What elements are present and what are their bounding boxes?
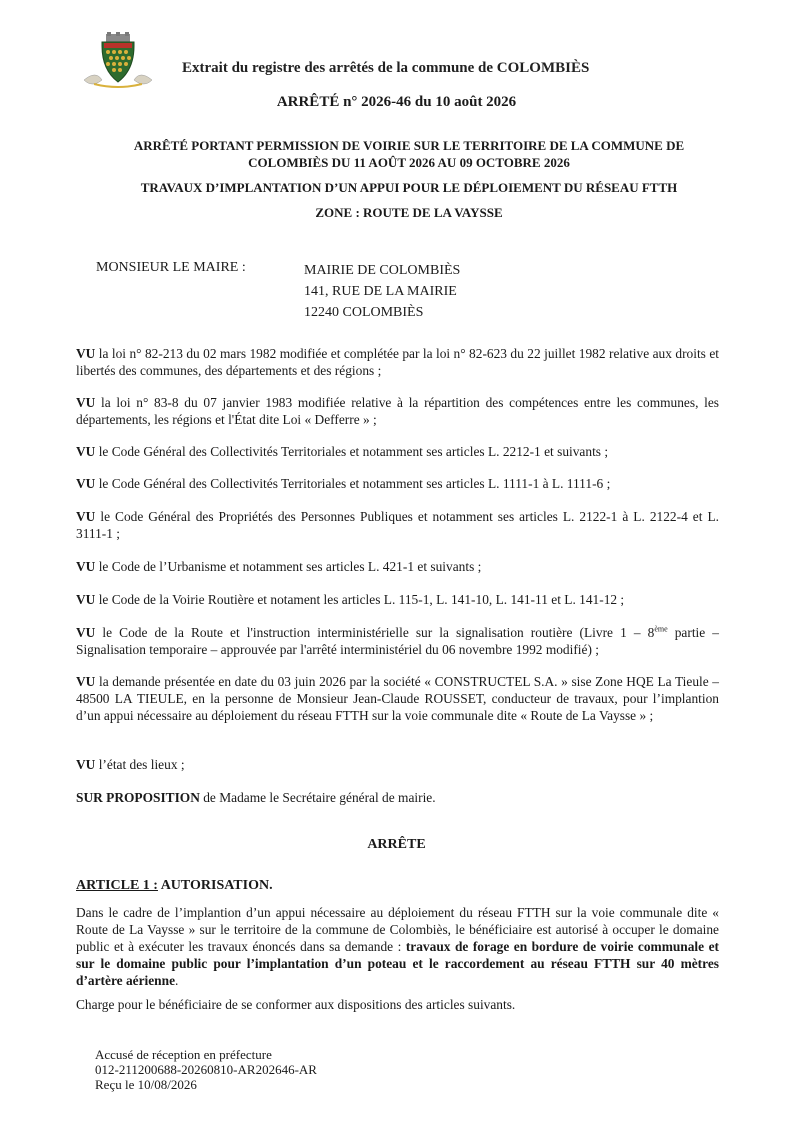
article-1-charge: Charge pour le bénéficiaire de se conformer aux dispositions des articles suivants. [76, 997, 516, 1012]
registry-line: Extrait du registre des arrêtés de la commune de COLOMBIÈS [182, 60, 590, 76]
coat-of-arms-icon [80, 30, 156, 92]
subject-line-1: ARRÊTÉ PORTANT PERMISSION DE VOIRIE SUR LE TERRITOIRE DE LA COMMUNE DE [133, 138, 685, 153]
prefecture-receipt [95, 1047, 317, 1092]
address-line: 12240 COLOMBIÈS [304, 305, 424, 320]
decree-subject [76, 137, 742, 171]
zone-line: ZONE : ROUTE DE LA VAYSSE [315, 205, 503, 220]
consideration-item: VU le Code de la Route et l'instruction interministérielle sur la signalisation routière (Livre 1 – 8ème partie – Signalisation temporaire – approuvée par l'arrêté interministériel du 06 novembre 1992 modifié) ; [76, 624, 719, 657]
address-line: 141, RUE DE LA MAIRIE [304, 284, 457, 299]
works-line: TRAVAUX D’IMPLANTATION D’UN APPUI POUR LE DÉPLOIEMENT DU RÉSEAU FTTH [140, 180, 678, 195]
consideration-item: VU la demande présentée en date du 03 juin 2026 par la société « CONSTRUCTEL S.A. » sise Zone HQE La Tieule – 48500 LA TIEULE, en la personne de Monsieur Jean-Claude ROUSSET, conducteur de travaux, pour l’implantion d’un appui nécessaire au déploiement du réseau FTTH sur la voie communale dite « Route de La Vaysse » ; [76, 674, 719, 723]
consideration-item: VU l’état des lieux ; [76, 757, 185, 772]
consideration-item: VU le Code de l’Urbanisme et notamment ses articles L. 421-1 et suivants ; [76, 559, 482, 574]
proposal-line: SUR PROPOSITION de Madame le Secrétaire général de mairie. [76, 790, 436, 805]
receipt-line: Accusé de réception en préfecture [95, 1047, 272, 1062]
mayor-address [304, 260, 460, 323]
consideration-item: VU le Code Général des Collectivités Territoriales et notamment ses articles L. 1111-1 à L. 1111-6 ; [76, 476, 611, 491]
address-line: MAIRIE DE COLOMBIÈS [304, 263, 461, 278]
article-1-title: ARTICLE 1 : AUTORISATION. [76, 878, 273, 893]
consideration-item: VU la loi n° 83-8 du 07 janvier 1983 modifiée relative à la répartition des compétences entre les communes, les départements, les régions et l'État dite Loi « Defferre » ; [76, 395, 719, 427]
subject-line-2: COLOMBIÈS DU 11 AOÛT 2026 AU 09 OCTOBRE 2026 [248, 155, 570, 170]
consideration-item: VU le Code Général des Propriétés des Personnes Publiques et notamment ses articles L. 2122-1 à L. 2122-4 et L. 3111-1 ; [76, 509, 719, 541]
mayor-label: MONSIEUR LE MAIRE : [96, 260, 246, 275]
consideration-item: VU la loi n° 82-213 du 02 mars 1982 modifiée et complétée par la loi n° 82-623 du 22 juillet 1982 relative aux droits et libertés des communes, des départements et des régions ; [76, 346, 719, 378]
receipt-date: Reçu le 10/08/2026 [95, 1077, 197, 1092]
decree-title: ARRÊTÉ n° 2026-46 du 10 août 2026 [276, 94, 517, 110]
consideration-item: VU le Code de la Voirie Routière et notament les articles L. 115-1, L. 141-10, L. 141-11 et L. 141-12 ; [76, 592, 625, 607]
consideration-item: VU le Code Général des Collectivités Territoriales et notamment ses articles L. 2212-1 et suivants ; [76, 444, 609, 459]
article-1-body: Dans le cadre de l’implantion d’un appui nécessaire au déploiement du réseau FTTH sur la voie communale dite « Route de La Vaysse » sur le territoire de la commune de Colombiès, le bénéficiaire est autorisé à occuper le domaine public et à exécuter les travaux énoncés dans sa demande : travaux de forage en bordure de voirie communale et sur le domaine public pour l’implantation d’un poteau et le raccordement au réseau FTTH sur 40 mètres d’artère aérienne. [76, 905, 720, 988]
arrete-heading: ARRÊTE [367, 837, 426, 852]
receipt-id: 012-211200688-20260810-AR202646-AR [95, 1062, 317, 1077]
